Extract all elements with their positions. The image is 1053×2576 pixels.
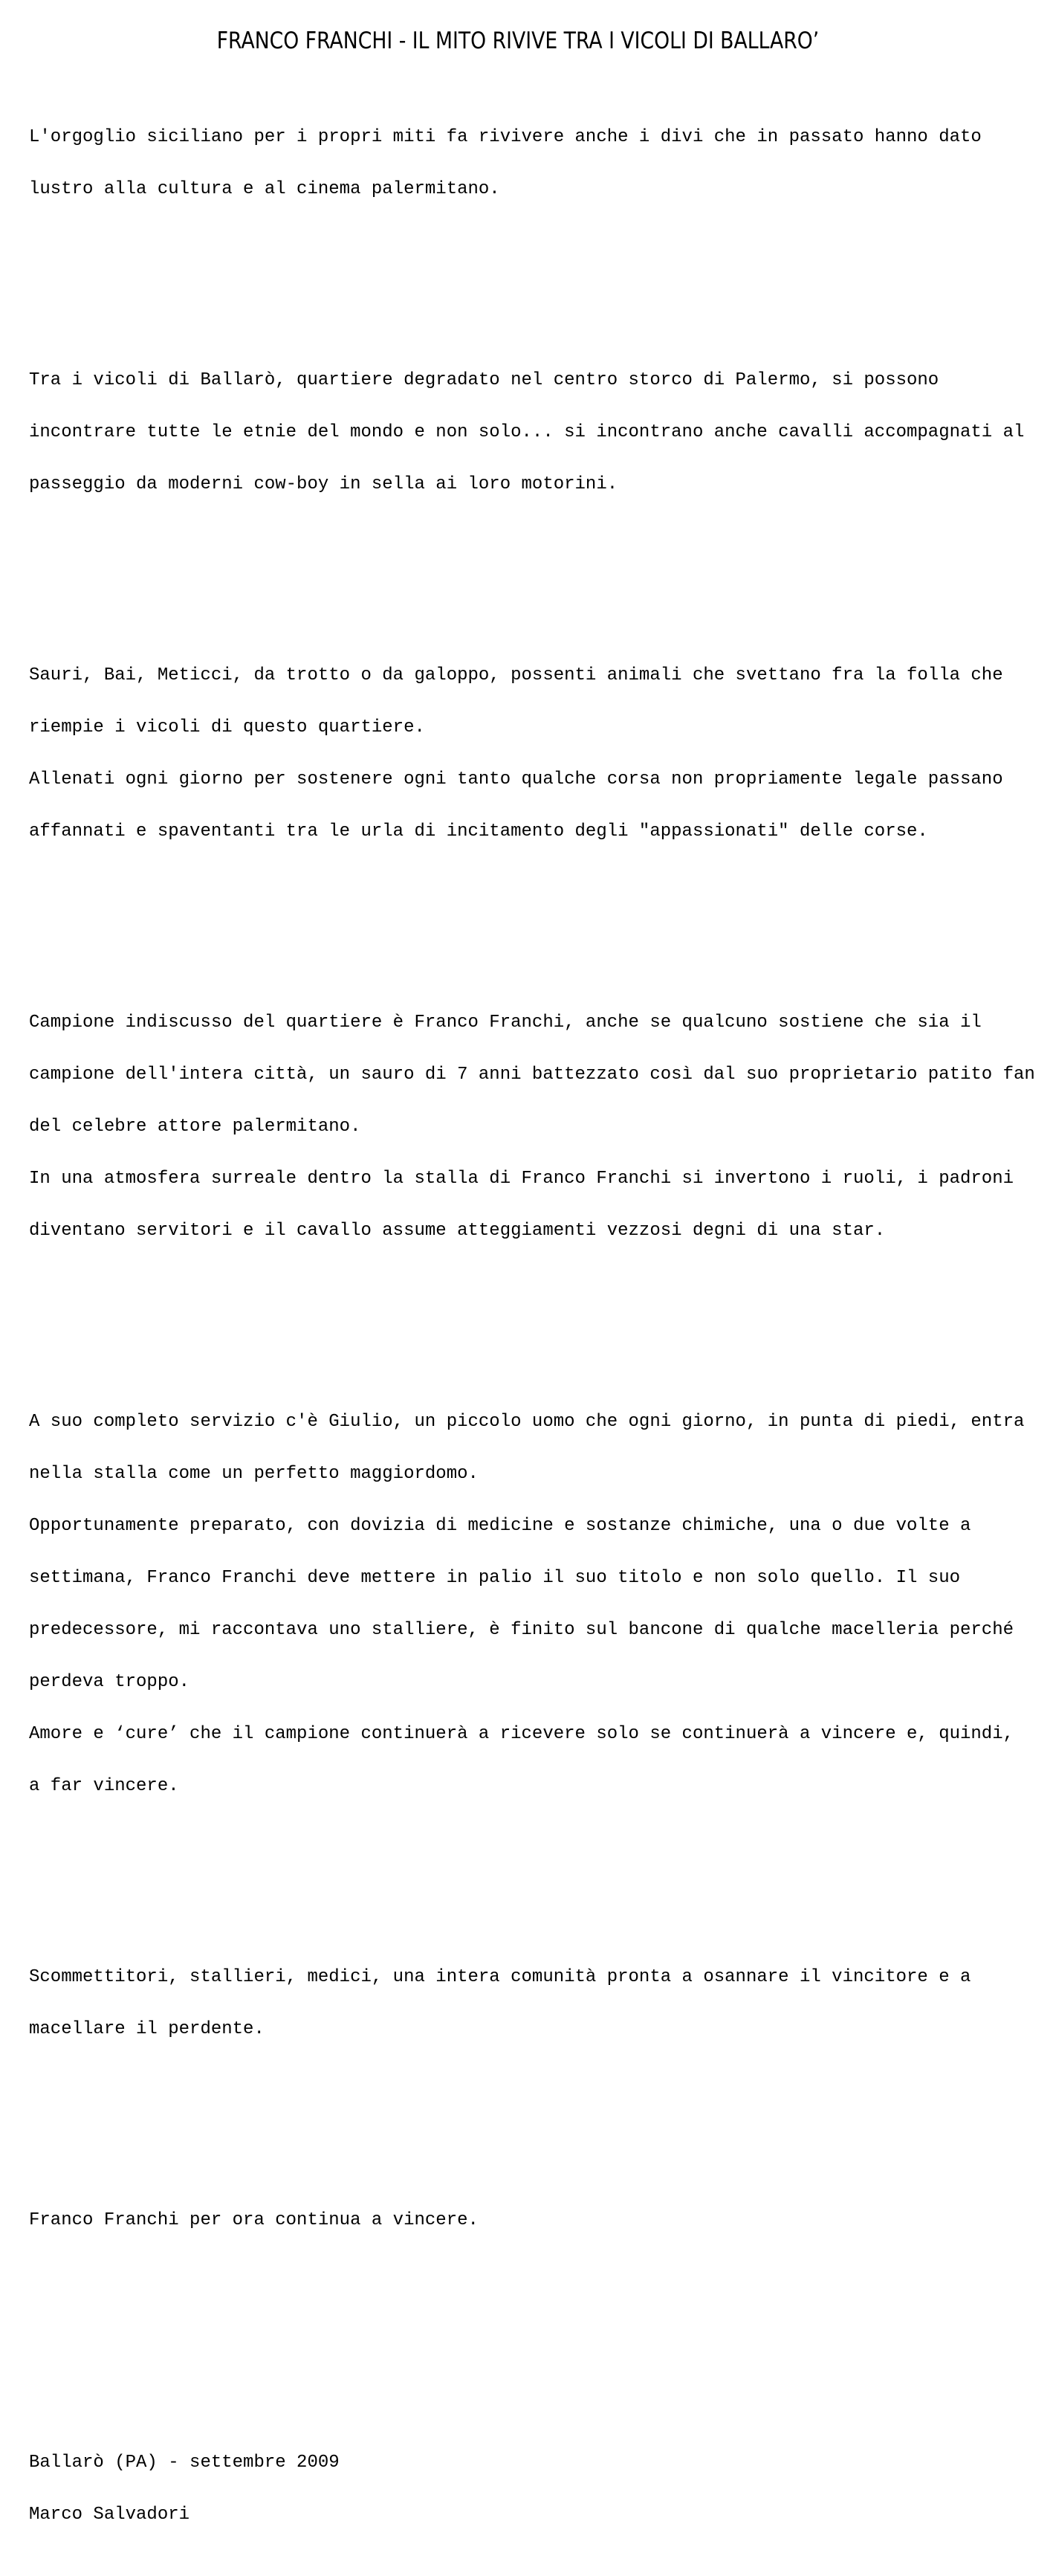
paragraph-spacer [29,2298,1035,2315]
text-line: A suo completo servizio c'è Giulio, un piccolo uomo che ogni giorno, in punta di piedi, entra [29,1411,1025,1432]
signature-place-date: Ballarò (PA) - settembre 2009 [29,2453,340,2473]
text-line: perdeva troppo. [29,1671,190,1692]
text-line: Sauri, Bai, Meticci, da trotto o da galoppo, possenti animali che svettano fra la folla che [29,665,1003,686]
paragraph-7 [29,2177,1035,2264]
paragraph-spacer [29,1865,1035,1882]
paragraph-spacer [29,2350,1035,2367]
text-line: Amore e ‘cure’ che il campione continuerà a ricevere solo se continuerà a vincere e, quindi, [29,1724,1014,1744]
paragraph-spacer [29,1309,1035,1326]
text-line: passeggio da moderni cow-boy in sella ai loro motorini. [29,474,618,495]
text-line: Campione indiscusso del quartiere è Franco Franchi, anche se qualcuno sostiene che sia il [29,1012,982,1033]
text-line: predecessore, mi raccontava uno stalliere, è finito sul bancone di qualche macelleria perché [29,1619,1014,1640]
paragraph-3 [29,632,1035,875]
text-line: Tra i vicoli di Ballarò, quartiere degradato nel centro storco di Palermo, si possono [29,370,939,391]
text-line: affannati e spaventanti tra le urla di incitamento degli "appassionati" delle corse. [29,821,928,842]
paragraph-5 [29,1378,1035,1830]
text-line: settimana, Franco Franchi deve mettere in palio il suo titolo e non solo quello. Il suo [29,1567,961,1588]
text-line: nella stalla come un perfetto maggiordomo. [29,1463,479,1484]
paragraph-spacer [29,268,1035,285]
article-body [29,59,1035,2576]
paragraph-spacer [29,2108,1035,2125]
paragraph-spacer [29,563,1035,580]
text-line: incontrare tutte le etnie del mondo e non solo... si incontrano anche cavalli accompagnati al [29,422,1025,443]
text-line: Opportunamente preparato, con dovizia di medicine e sostanze chimiche, una o due volte a [29,1515,971,1536]
signature [29,2420,1035,2559]
text-line: a far vincere. [29,1776,179,1797]
paragraph-spacer [29,910,1035,927]
paragraph-2 [29,338,1035,529]
text-line: L'orgoglio siciliano per i propri miti fa rivivere anche i divi che in passato hanno dato [29,127,982,148]
paragraph-1 [29,94,1035,233]
text-line: lustro alla cultura e al cinema palermitano. [29,179,500,200]
text-line: del celebre attore palermitano. [29,1116,361,1137]
paragraph-6 [29,1934,1035,2073]
text-line: Franco Franchi per ora continua a vincere. [29,2209,479,2230]
text-line: diventano servitori e il cavallo assume atteggiamenti vezzosi degni di una star. [29,1221,886,1242]
text-line: campione dell'intera città, un sauro di 7 anni battezzato così dal suo proprietario patito fan [29,1064,1035,1085]
text-line: Allenati ogni giorno per sostenere ogni tanto qualche corsa non propriamente legale passano [29,769,1003,790]
text-line: macellare il perdente. [29,2018,265,2039]
text-line: Scommettitori, stallieri, medici, una intera comunità pronta a osannare il vincitore e a [29,1966,971,1987]
signature-author: Marco Salvadori [29,2505,190,2525]
text-line: In una atmosfera surreale dentro la stalla di Franco Franchi si invertono i ruoli, i padroni [29,1169,1014,1189]
text-line: riempie i vicoli di questo quartiere. [29,717,425,738]
paragraph-4 [29,979,1035,1274]
article-title: FRANCO FRANCHI - IL MITO RIVIVE TRA I VICOLI DI BALLARO’ [216,27,820,54]
